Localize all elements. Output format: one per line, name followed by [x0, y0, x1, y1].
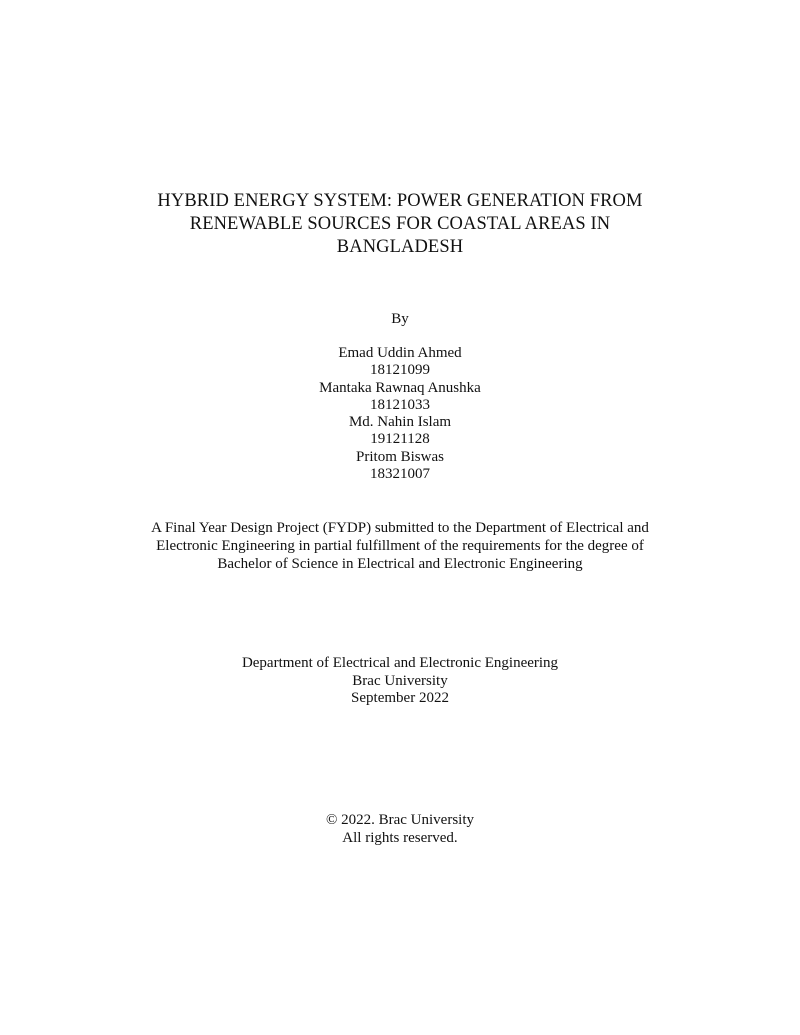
submission-line-1: A Final Year Design Project (FYDP) submitted to the Department of Electrical and: [151, 520, 649, 536]
submission-line-2: Electronic Engineering in partial fulfillment of the requirements for the degree of: [156, 538, 644, 554]
title-line-2: RENEWABLE SOURCES FOR COASTAL AREAS IN: [189, 214, 611, 234]
author-id: 18321007: [370, 466, 430, 483]
document-title: [0, 190, 800, 259]
author-name: Md. Nahin Islam: [348, 414, 452, 431]
department-name: Department of Electrical and Electronic Engineering: [241, 655, 559, 671]
rights-statement: All rights reserved.: [342, 829, 458, 846]
author-id: 18121099: [370, 362, 430, 379]
submission-date: September 2022: [351, 690, 449, 706]
by-label: By: [391, 311, 409, 327]
affiliation-block: [0, 655, 800, 708]
title-line-3: BANGLADESH: [336, 237, 464, 257]
author-name: Mantaka Rawnaq Anushka: [319, 379, 481, 396]
author-list: [0, 345, 800, 483]
copyright-block: [0, 812, 800, 847]
author-name: Pritom Biswas: [356, 448, 444, 465]
author-name: Emad Uddin Ahmed: [338, 345, 462, 361]
submission-line-3: Bachelor of Science in Electrical and Electronic Engineering: [217, 556, 583, 572]
university-name: Brac University: [352, 672, 448, 689]
copyright-notice: © 2022. Brac University: [325, 812, 475, 828]
title-line-1: HYBRID ENERGY SYSTEM: POWER GENERATION FROM: [157, 191, 643, 211]
author-id: 18121033: [370, 396, 430, 413]
author-id: 19121128: [370, 431, 430, 448]
submission-statement: [0, 519, 800, 573]
